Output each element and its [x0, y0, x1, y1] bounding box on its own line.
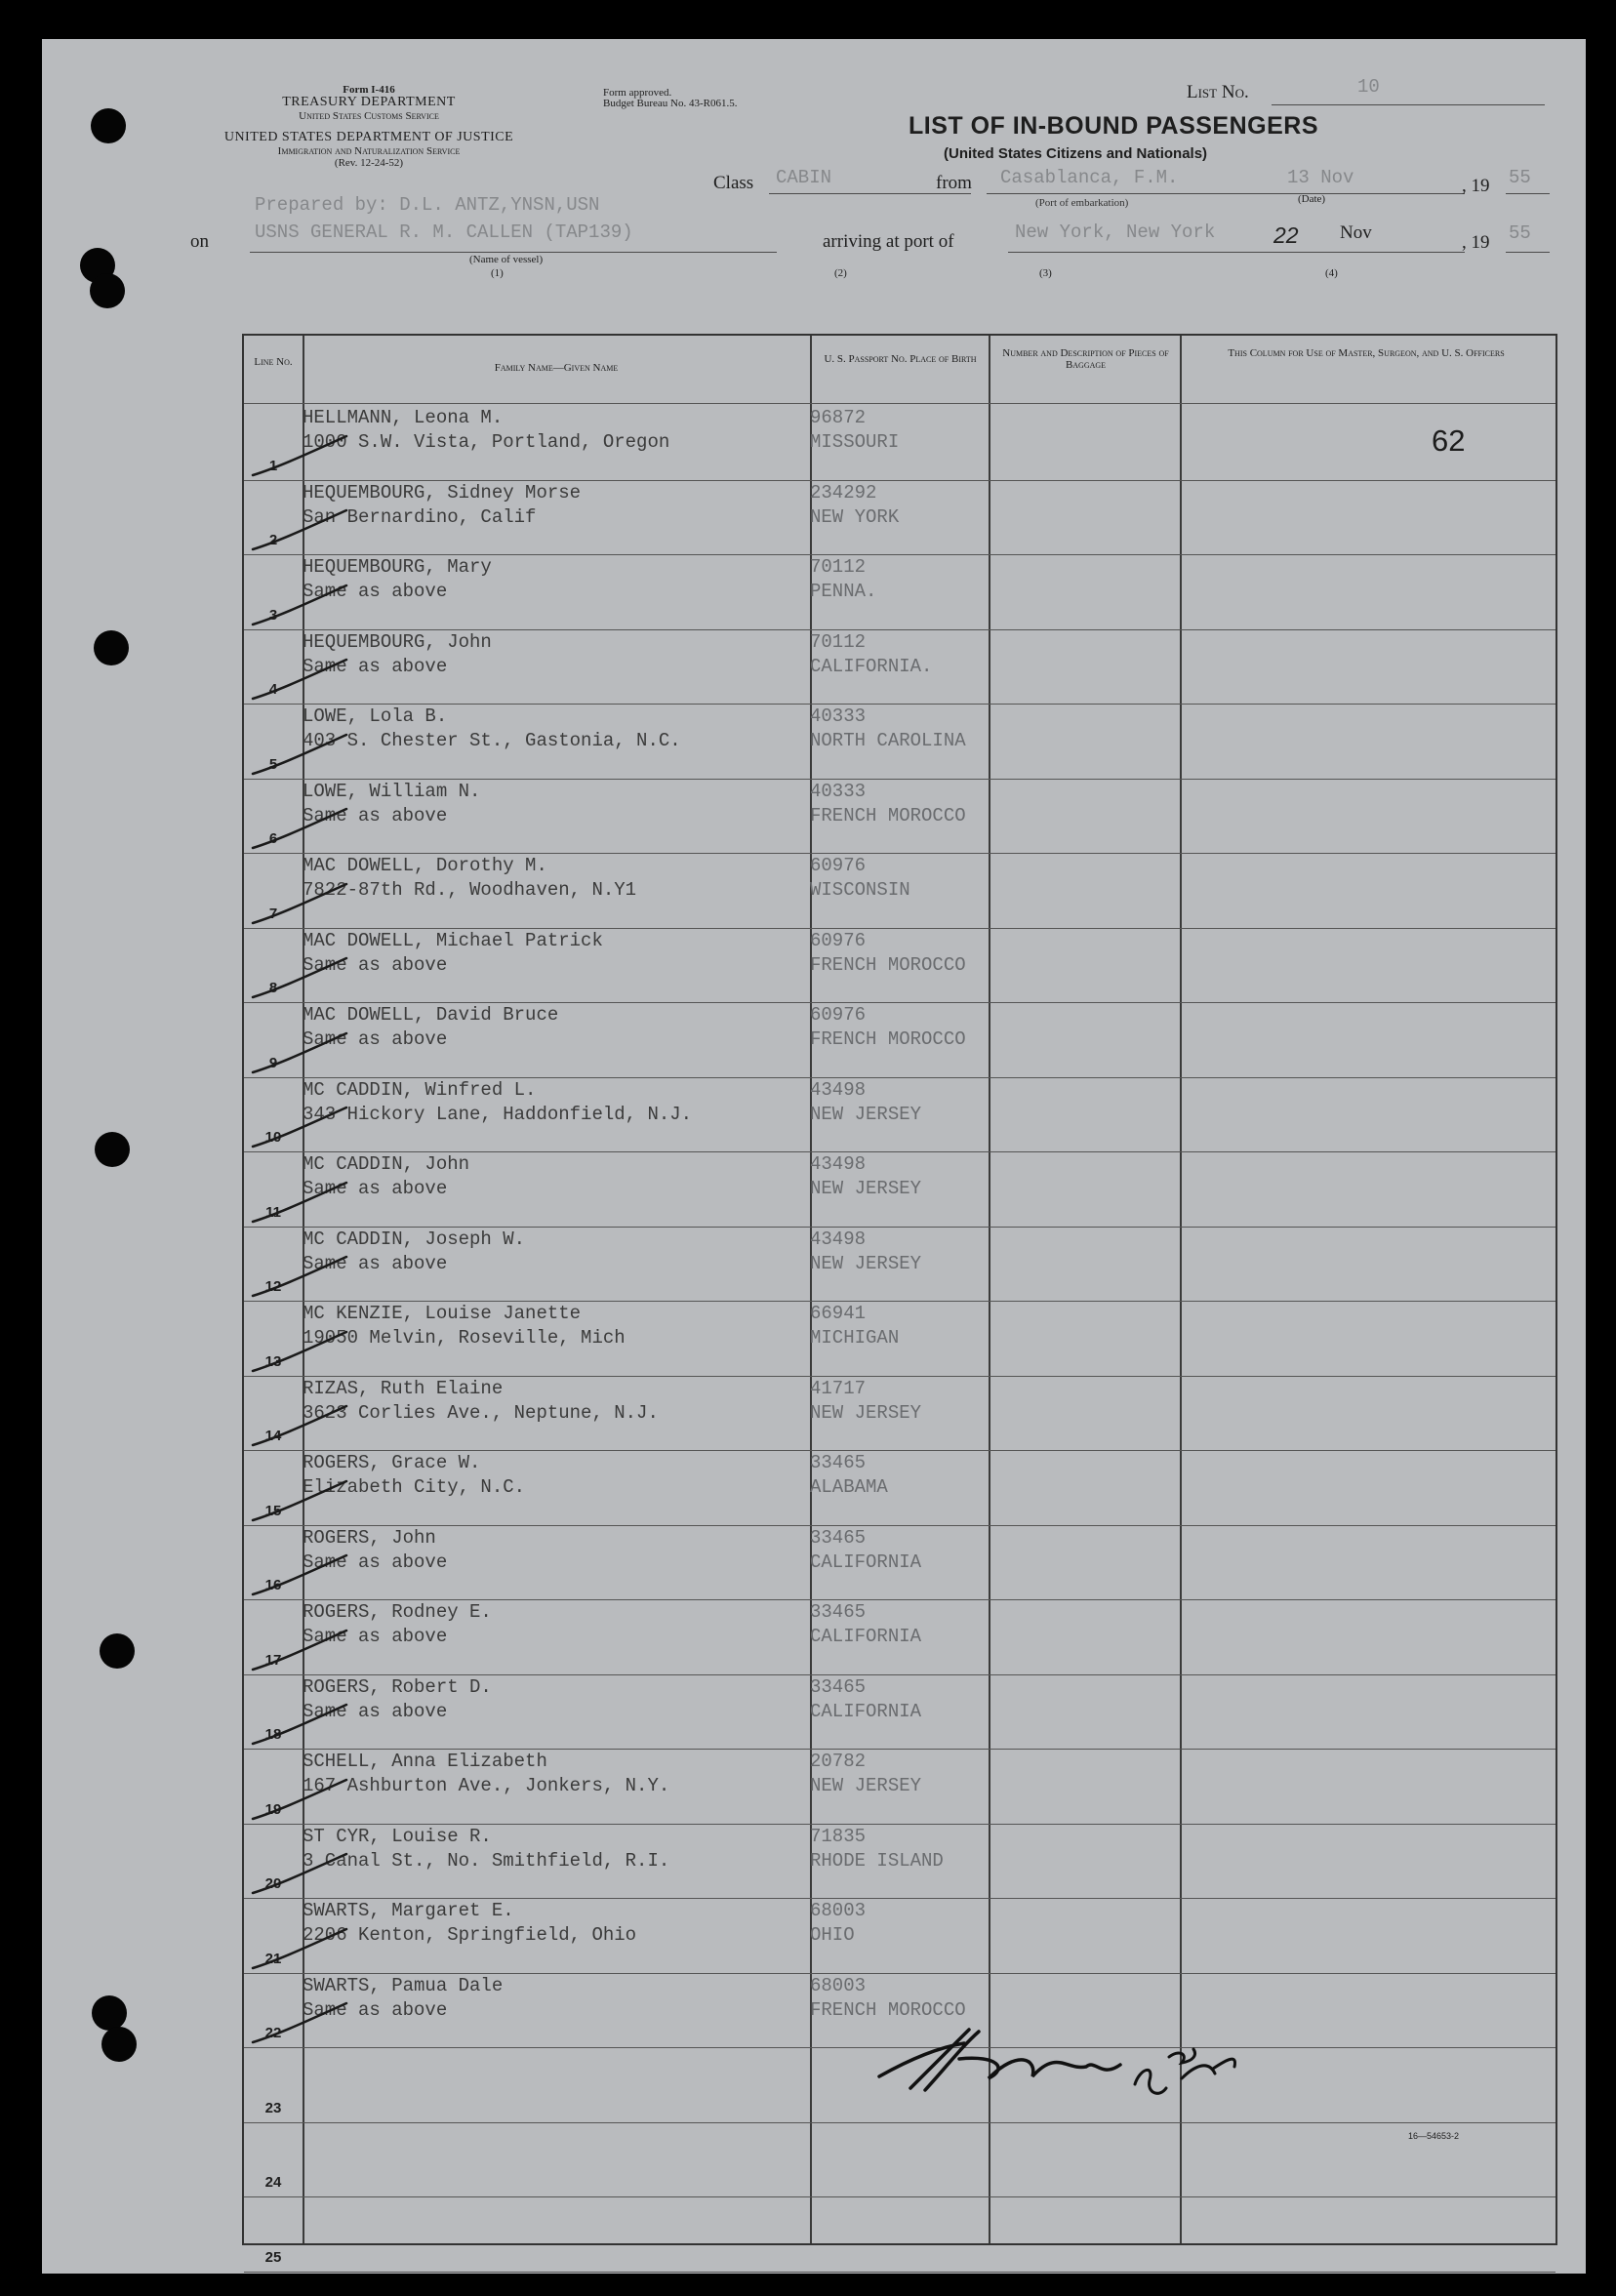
passenger-name: MC KENZIE, Louise Janette [303, 1303, 582, 1324]
passport-header: U. S. Passport No. Place of Birth [824, 353, 977, 365]
passport-number: 68003 [810, 1900, 867, 1921]
table-row [244, 854, 1555, 929]
passenger-table [242, 334, 1557, 2266]
passenger-address: Same as above [303, 804, 448, 826]
place-of-birth: NEW JERSEY [810, 1252, 922, 1274]
passport-number: 43498 [810, 1153, 867, 1175]
embarkation-caption: (Port of embarkation) [1035, 197, 1129, 209]
passport-number: 33465 [810, 1675, 867, 1698]
line-number: 24 [264, 2174, 282, 2191]
place-of-birth: NEW JERSEY [810, 1178, 922, 1199]
passport-number: 70112 [810, 630, 867, 653]
line-number: 25 [264, 2248, 282, 2266]
passport-number: 41717 [810, 1377, 867, 1399]
table-row [244, 1003, 1555, 1078]
line-number: 18 [264, 1726, 282, 1743]
passport-number: 60976 [810, 929, 867, 951]
place-of-birth: ALABAMA [810, 1476, 888, 1498]
line-number: 2 [268, 532, 278, 548]
passenger-address: Same as above [303, 1028, 448, 1050]
prepared-by: Prepared by: D.L. ANTZ,YNSN,USN [255, 194, 600, 216]
officers-header: This Column for Use of Master, Surgeon, and U. S. Officers [1228, 347, 1505, 359]
place-of-birth: NEW YORK [810, 505, 900, 528]
table-row [244, 1302, 1555, 1377]
line-number: 5 [268, 755, 278, 773]
passport-number: 43498 [810, 1078, 867, 1101]
from-line [987, 193, 1465, 194]
binder-hole [100, 1633, 135, 1669]
line-number: 12 [264, 1278, 282, 1295]
place-of-birth: NEW JERSEY [810, 1775, 922, 1796]
place-of-birth: CALIFORNIA [810, 1626, 922, 1647]
embarkation-port: Casablanca, F.M. [1000, 167, 1179, 188]
place-of-birth: OHIO [810, 1924, 855, 1946]
arrival-year-prefix: , 19 [1462, 232, 1490, 253]
form-code: 16—54653-2 [1408, 2131, 1460, 2141]
table-row [244, 1078, 1555, 1153]
passenger-address: 19050 Melvin, Roseville, Mich [303, 1327, 626, 1349]
place-of-birth: NEW JERSEY [810, 1401, 922, 1424]
passenger-address: 2206 Kenton, Springfield, Ohio [303, 1924, 637, 1946]
passenger-name: SWARTS, Margaret E. [303, 1900, 514, 1921]
passenger-address: Same as above [303, 1178, 448, 1199]
line-number: 4 [268, 681, 278, 698]
vessel-name: USNS GENERAL R. M. CALLEN (TAP139) [255, 222, 633, 243]
passenger-name: SCHELL, Anna Elizabeth [303, 1751, 547, 1772]
binder-hole [94, 630, 129, 665]
passenger-name: MC CADDIN, Joseph W. [303, 1228, 526, 1250]
line-number: 23 [264, 2099, 282, 2116]
table-row [244, 1526, 1555, 1601]
line-number: 7 [268, 905, 278, 922]
column-number-2: (2) [834, 267, 847, 279]
line-number: 16 [264, 1577, 282, 1593]
passenger-name: HELLMANN, Leona M. [303, 407, 504, 428]
signature [871, 2020, 1301, 2108]
class-label: Class [713, 173, 754, 193]
passport-number: 33465 [810, 1452, 867, 1473]
passenger-name: MAC DOWELL, Dorothy M. [303, 855, 547, 876]
passenger-address: 3 Canal St., No. Smithfield, R.I. [303, 1849, 670, 1872]
customs-heading: United States Customs Service [299, 110, 439, 122]
table-row [244, 1228, 1555, 1303]
passenger-name: ROGERS, John [303, 1526, 436, 1549]
budget-bureau: Budget Bureau No. 43-R061.5. [603, 98, 738, 109]
passenger-address: Same as above [303, 1700, 448, 1722]
line-number: 3 [268, 606, 278, 624]
passenger-name: ROGERS, Rodney E. [303, 1601, 492, 1623]
place-of-birth: CALIFORNIA [810, 1700, 922, 1722]
passport-number: 96872 [810, 407, 867, 428]
table-row [244, 1899, 1555, 1974]
column-number-3: (3) [1039, 267, 1052, 279]
passenger-address: Same as above [303, 1551, 448, 1573]
form-page [42, 39, 1586, 2274]
passenger-name: LOWE, Lola B. [303, 705, 448, 727]
place-of-birth: FRENCH MOROCCO [810, 804, 966, 826]
depart-year-prefix: , 19 [1462, 176, 1490, 196]
table-row [244, 1675, 1555, 1751]
passport-number: 40333 [810, 780, 867, 802]
passenger-address: Same as above [303, 581, 448, 602]
table-row [244, 1152, 1555, 1228]
place-of-birth: PENNA. [810, 581, 877, 602]
passenger-name: LOWE, William N. [303, 780, 481, 802]
table-row [244, 1451, 1555, 1526]
passenger-name: HEQUEMBOURG, Sidney Morse [303, 481, 582, 504]
immigration-heading: Immigration and Naturalization Service [277, 145, 461, 157]
line-number: 15 [264, 1502, 282, 1519]
place-of-birth: WISCONSIN [810, 879, 910, 901]
table-row [244, 555, 1555, 630]
passport-number: 71835 [810, 1825, 867, 1847]
table-row [244, 2197, 1555, 2273]
passenger-name: ROGERS, Robert D. [303, 1675, 492, 1698]
passenger-address: 7822-87th Rd., Woodhaven, N.Y1 [303, 879, 637, 901]
binder-hole [92, 1995, 127, 2031]
passenger-address: Elizabeth City, N.C. [303, 1476, 526, 1498]
place-of-birth: NEW JERSEY [810, 1103, 922, 1125]
binder-hole [90, 273, 125, 308]
baggage-header: Number and Description of Pieces of Baggage [1002, 347, 1169, 371]
place-of-birth: NORTH CAROLINA [810, 730, 966, 751]
passport-number: 70112 [810, 556, 867, 578]
from-label: from [936, 173, 972, 193]
passport-number: 33465 [810, 1526, 867, 1549]
column-number-1: (1) [491, 267, 504, 279]
passenger-name: MC CADDIN, John [303, 1153, 470, 1175]
line-no-header: Line No. [254, 356, 293, 368]
line-number: 8 [268, 980, 278, 996]
list-no-value: 10 [1357, 76, 1380, 98]
passenger-name: RIZAS, Ruth Elaine [303, 1377, 504, 1399]
list-no-label: List No. [1187, 82, 1249, 102]
passenger-address: 403 S. Chester St., Gastonia, N.C. [303, 730, 681, 751]
line-number: 11 [265, 1203, 281, 1221]
place-of-birth: MISSOURI [810, 431, 900, 453]
passenger-address: Same as above [303, 953, 448, 976]
departure-date: 13 Nov [1287, 167, 1354, 188]
passenger-name: ST CYR, Louise R. [303, 1825, 492, 1847]
name-header: Family Name—Given Name [494, 362, 619, 374]
vessel-line [250, 252, 777, 253]
line-number: 20 [264, 1875, 282, 1892]
arrival-day: 22 [1273, 222, 1299, 248]
passport-number: 66941 [810, 1303, 867, 1324]
form-number: Form I-416 [343, 84, 395, 96]
passport-number: 43498 [810, 1228, 867, 1250]
passport-number: 40333 [810, 705, 867, 727]
departure-year: 55 [1509, 167, 1531, 188]
table-row [244, 1377, 1555, 1452]
passenger-name: HEQUEMBOURG, Mary [303, 556, 492, 578]
line-number: 10 [264, 1129, 282, 1146]
line-number: 17 [264, 1651, 282, 1669]
arrival-year-line [1506, 252, 1550, 253]
row-divider [244, 2272, 1555, 2273]
passport-number: 60976 [810, 855, 867, 876]
passport-number: 234292 [810, 481, 877, 504]
list-no-line [1272, 104, 1545, 105]
justice-heading: UNITED STATES DEPARTMENT OF JUSTICE [223, 130, 514, 144]
table-row [244, 929, 1555, 1004]
table-row [244, 705, 1555, 780]
table-row [244, 1750, 1555, 1825]
arrival-port-line [1008, 252, 1465, 253]
line-number: 9 [268, 1054, 278, 1071]
line-number: 14 [264, 1428, 282, 1444]
passenger-address: 167 Ashburton Ave., Jonkers, N.Y. [303, 1775, 670, 1796]
passport-number: 68003 [810, 1974, 867, 1996]
place-of-birth: CALIFORNIA [810, 1551, 922, 1573]
line-number: 21 [264, 1950, 282, 1967]
passenger-name: MAC DOWELL, David Bruce [303, 1004, 559, 1026]
line-number: 6 [268, 830, 278, 847]
form-approved: Form approved. [603, 87, 672, 99]
place-of-birth: FRENCH MOROCCO [810, 1028, 966, 1050]
line-number: 19 [264, 1800, 282, 1818]
arriving-label: arriving at port of [823, 231, 954, 252]
binder-hole [101, 2027, 137, 2062]
form-title: LIST OF IN-BOUND PASSENGERS [909, 112, 1319, 140]
passenger-address: 3623 Corlies Ave., Neptune, N.J. [303, 1401, 659, 1424]
place-of-birth: FRENCH MOROCCO [810, 1998, 966, 2021]
table-row [244, 481, 1555, 556]
passenger-name: HEQUEMBOURG, John [303, 630, 492, 653]
arrival-month: Nov [1340, 222, 1372, 243]
table-row [244, 630, 1555, 705]
table-row [244, 780, 1555, 855]
line-number: 1 [268, 457, 278, 474]
arrival-port: New York, New York [1015, 222, 1216, 243]
passenger-address: Same as above [303, 1998, 448, 2021]
official-mark: 62 [1432, 423, 1466, 458]
header-divider [244, 403, 1555, 404]
on-label: on [190, 231, 209, 252]
depart-year-line [1506, 193, 1550, 194]
passport-number: 33465 [810, 1601, 867, 1623]
passport-number: 60976 [810, 1004, 867, 1026]
line-number: 22 [264, 2025, 282, 2041]
passenger-address: 1000 S.W. Vista, Portland, Oregon [303, 431, 670, 453]
passenger-address: 343 Hickory Lane, Haddonfield, N.J. [303, 1103, 693, 1125]
binder-hole [95, 1132, 130, 1167]
date-caption: (Date) [1298, 193, 1326, 205]
passenger-address: Same as above [303, 1252, 448, 1274]
place-of-birth: FRENCH MOROCCO [810, 953, 966, 976]
place-of-birth: CALIFORNIA. [810, 655, 933, 677]
passenger-address: San Bernardino, Calif [303, 505, 537, 528]
table-row [244, 2123, 1555, 2198]
passenger-name: SWARTS, Pamua Dale [303, 1974, 504, 1996]
place-of-birth: RHODE ISLAND [810, 1849, 944, 1872]
passenger-address: Same as above [303, 655, 448, 677]
passenger-name: MAC DOWELL, Michael Patrick [303, 929, 603, 951]
passport-number: 20782 [810, 1751, 867, 1772]
column-number-4: (4) [1325, 267, 1338, 279]
line-number: 13 [264, 1352, 282, 1370]
binder-hole [91, 108, 126, 143]
vessel-caption: (Name of vessel) [469, 254, 544, 265]
passenger-name: MC CADDIN, Winfred L. [303, 1078, 537, 1101]
arrival-year: 55 [1509, 222, 1531, 244]
place-of-birth: MICHIGAN [810, 1327, 900, 1349]
treasury-heading: TREASURY DEPARTMENT [282, 95, 456, 109]
form-subtitle: (United States Citizens and Nationals) [944, 145, 1208, 162]
table-row [244, 406, 1555, 481]
revision-date: (Rev. 12-24-52) [334, 157, 404, 169]
passenger-address: Same as above [303, 1626, 448, 1647]
table-row [244, 1825, 1555, 1900]
class-value: CABIN [776, 167, 832, 188]
passenger-name: ROGERS, Grace W. [303, 1452, 481, 1473]
table-row [244, 1600, 1555, 1675]
